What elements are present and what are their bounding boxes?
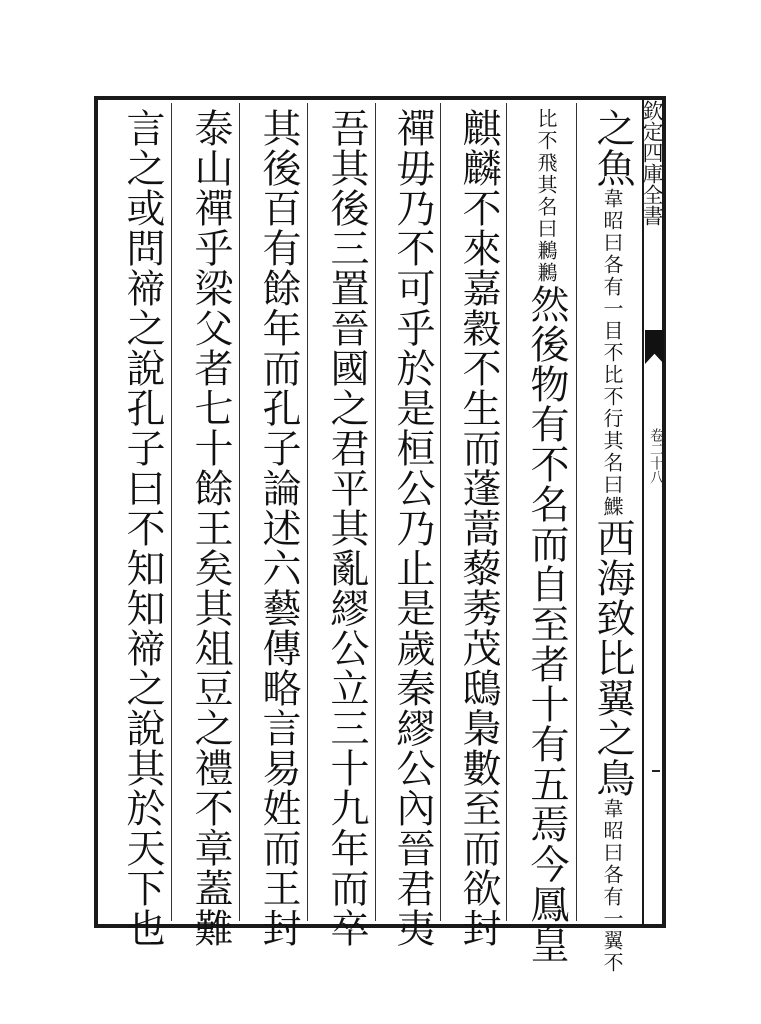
column-rule [375, 103, 376, 921]
book-title: 欽定四庫全書 [640, 100, 664, 226]
annotation-right: 韋昭曰各 [600, 798, 624, 886]
main-text: 西海致比翼之鳥 [590, 518, 635, 798]
main-text: 泰山禪乎梁父者七十餘王矣其俎豆之禮不章蓋難 [188, 108, 233, 948]
volume-number: 卷二十八 [648, 428, 664, 484]
main-text: 禪毋乃不可乎於是桓公乃止是歲秦繆公內晉君夷 [390, 108, 435, 948]
annotation-right: 韋昭曰各有一目不 [600, 188, 624, 364]
text-column-6 [246, 108, 304, 948]
main-text: 然後物有不名而自至者十有五焉今鳳皇 [524, 284, 569, 964]
margin-mark [652, 770, 660, 772]
main-text: 吾其後三置晉國之君平其亂繆公立三十九年而卒 [324, 108, 369, 948]
text-column-2 [514, 108, 572, 964]
text-column-8 [110, 108, 168, 948]
text-column-1 [586, 108, 638, 974]
annotation-right: 比不飛其 [534, 108, 558, 196]
annotation-pair [534, 108, 558, 284]
text-column-5 [314, 108, 372, 948]
text-column-4 [382, 108, 438, 948]
annotation-left: 比不行其名曰鰈 [600, 364, 624, 518]
annotation-pair [600, 798, 624, 974]
column-rule [576, 103, 577, 921]
main-text: 言之或問禘之說孔子曰不知知禘之說其於天下也 [120, 108, 165, 948]
text-column-7 [178, 108, 236, 948]
column-rule [239, 103, 240, 921]
annotation-pair [600, 188, 624, 518]
column-rule [307, 103, 308, 921]
main-text: 麒麟不來嘉穀不生而蓬蒿藜莠茂鴟梟數至而欲封 [456, 108, 501, 948]
main-text: 之魚 [590, 108, 635, 188]
column-rule [440, 103, 441, 921]
column-rule [171, 103, 172, 921]
column-rule [506, 103, 507, 921]
annotation-left: 名曰鶼鶼 [534, 196, 558, 284]
main-text: 其後百有餘年而孔子論述六藝傳略言易姓而王封 [256, 108, 301, 948]
text-column-3 [448, 108, 504, 948]
annotation-left: 有一翼不 [600, 886, 624, 974]
